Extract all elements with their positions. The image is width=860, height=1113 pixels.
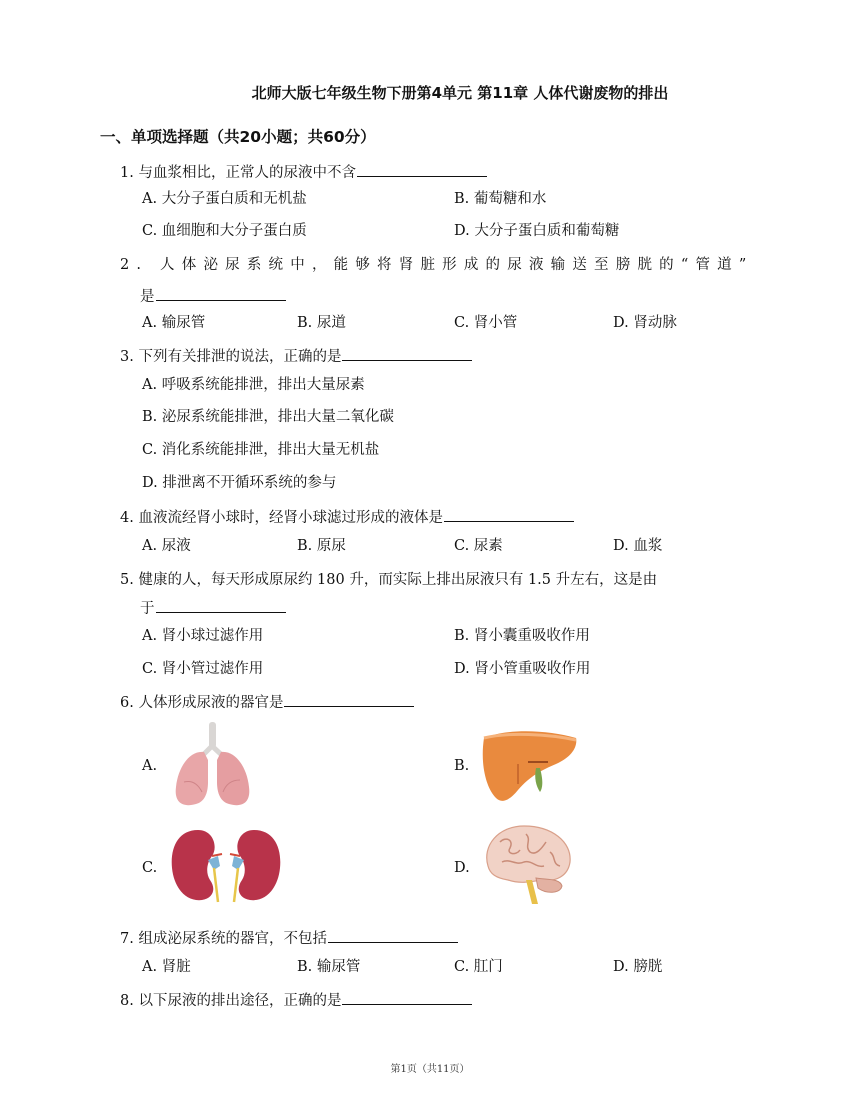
q1-option-c[interactable]: C. 血细胞和大分子蛋白质	[142, 223, 307, 239]
q4-option-a[interactable]: A. 尿液	[142, 538, 191, 554]
question-2-stem-cont: 是	[140, 285, 286, 306]
answer-blank[interactable]	[357, 162, 487, 177]
question-6-stem: 6. 人体形成尿液的器官是	[120, 691, 414, 712]
q5-option-d[interactable]: D. 肾小管重吸收作用	[454, 661, 591, 677]
question-3-stem: 3. 下列有关排泄的说法，正确的是	[120, 345, 472, 366]
answer-blank[interactable]	[444, 507, 574, 522]
q7-option-c[interactable]: C. 肛门	[454, 959, 503, 975]
page-title: 北师大版七年级生物下册第4单元 第11章 人体代谢废物的排出	[251, 84, 669, 102]
q5-option-a[interactable]: A. 肾小球过滤作用	[142, 628, 264, 644]
q4-option-d[interactable]: D. 血浆	[613, 538, 663, 554]
liver-image[interactable]	[478, 724, 580, 806]
q2-option-d[interactable]: D. 肾动脉	[613, 315, 677, 331]
question-4-stem: 4. 血液流经肾小球时，经肾小球滤过形成的液体是	[120, 506, 574, 527]
q1-option-d[interactable]: D. 大分子蛋白质和葡萄糖	[454, 223, 620, 239]
question-5-stem: 5. 健康的人，每天形成原尿约 180 升，而实际上排出尿液只有 1.5 升左右，这是由	[120, 572, 658, 588]
question-2-stem: 2. 人体泌尿系统中，能够将肾脏形成的尿液输送至膀胱的“管道”	[120, 257, 754, 273]
q2-option-b[interactable]: B. 尿道	[297, 315, 346, 331]
q6-option-c[interactable]: C.	[142, 860, 158, 876]
answer-blank[interactable]	[342, 346, 472, 361]
q3-option-d[interactable]: D. 排泄离不开循环系统的参与	[142, 475, 337, 491]
q1-option-b[interactable]: B. 葡萄糖和水	[454, 191, 547, 207]
brain-image[interactable]	[480, 822, 574, 908]
q2-option-c[interactable]: C. 肾小管	[454, 315, 518, 331]
question-8-stem: 8. 以下尿液的排出途径，正确的是	[120, 989, 472, 1010]
answer-blank[interactable]	[156, 286, 286, 301]
q6-option-d[interactable]: D.	[454, 860, 470, 876]
answer-blank[interactable]	[328, 928, 458, 943]
q6-option-a[interactable]: A.	[142, 758, 158, 774]
q3-option-a[interactable]: A. 呼吸系统能排泄，排出大量尿素	[142, 377, 365, 393]
q7-option-d[interactable]: D. 膀胱	[613, 959, 663, 975]
answer-blank[interactable]	[284, 692, 414, 707]
q1-option-a[interactable]: A. 大分子蛋白质和无机盐	[142, 191, 307, 207]
q3-option-b[interactable]: B. 泌尿系统能排泄，排出大量二氧化碳	[142, 409, 394, 425]
answer-blank[interactable]	[156, 598, 286, 613]
q5-option-b[interactable]: B. 肾小囊重吸收作用	[454, 628, 590, 644]
question-1-stem: 1. 与血浆相比，正常人的尿液中不含	[120, 161, 487, 182]
q6-option-b[interactable]: B.	[454, 758, 470, 774]
page-footer: 第1页（共11页）	[390, 1064, 470, 1075]
q7-option-a[interactable]: A. 肾脏	[142, 959, 191, 975]
lungs-image[interactable]	[170, 722, 255, 810]
q2-option-a[interactable]: A. 输尿管	[142, 315, 206, 331]
q4-option-b[interactable]: B. 原尿	[297, 538, 346, 554]
q7-option-b[interactable]: B. 输尿管	[297, 959, 361, 975]
question-5-stem-cont: 于	[140, 597, 286, 618]
q5-option-c[interactable]: C. 肾小管过滤作用	[142, 661, 264, 677]
question-7-stem: 7. 组成泌尿系统的器官，不包括	[120, 927, 458, 948]
q3-option-c[interactable]: C. 消化系统能排泄，排出大量无机盐	[142, 442, 380, 458]
q4-option-c[interactable]: C. 尿素	[454, 538, 503, 554]
kidneys-image[interactable]	[168, 826, 284, 906]
section-heading: 一、单项选择题（共20小题；共60分）	[100, 128, 376, 146]
answer-blank[interactable]	[342, 990, 472, 1005]
